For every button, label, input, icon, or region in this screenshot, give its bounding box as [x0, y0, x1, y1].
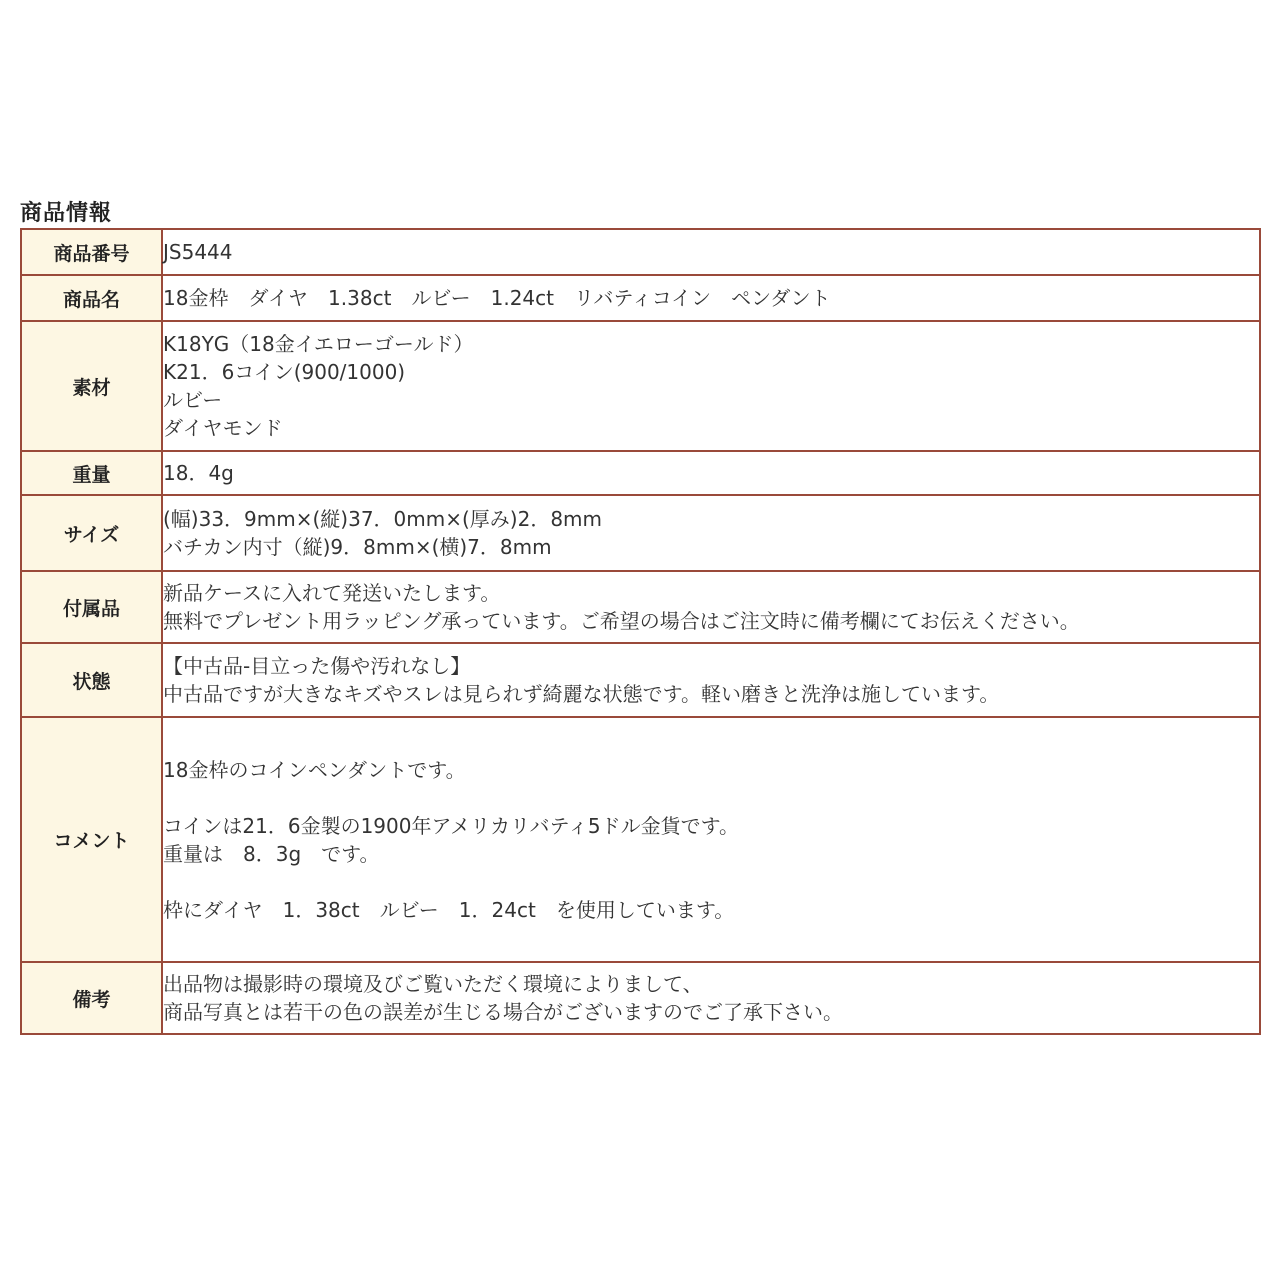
value-line: 商品写真とは若干の色の誤差が生じる場合がございますのでご了承下さい。 — [163, 1000, 843, 1024]
row-value — [162, 495, 1260, 571]
value-line: 無料でプレゼント用ラッピング承っています。ご希望の場合はご注文時に備考欄にてお伝えください。 — [163, 609, 1080, 633]
row-value — [162, 643, 1260, 717]
value-line: 18金枠 ダイヤ 1.38ct ルビー 1.24ct リバティコイン ペンダント — [163, 286, 831, 310]
row-value — [162, 717, 1260, 962]
row-value — [162, 451, 1260, 495]
value-line — [163, 784, 1259, 812]
row-condition — [21, 643, 1260, 717]
row-value — [162, 275, 1260, 321]
value-line: K21．6コイン(900/1000) — [163, 360, 406, 384]
value-line: 18．4g — [163, 461, 234, 485]
row-comment — [21, 717, 1260, 962]
row-accessories — [21, 571, 1260, 643]
product-info-table — [20, 228, 1261, 1035]
row-label: 付属品 — [21, 571, 162, 643]
row-size — [21, 495, 1260, 571]
value-line: 新品ケースに入れて発送いたします。 — [163, 581, 501, 605]
value-line: 【中古品-目立った傷や汚れなし】 — [163, 654, 471, 678]
row-notes — [21, 962, 1260, 1034]
row-value — [162, 321, 1260, 451]
row-label: サイズ — [21, 495, 162, 571]
value-line: バチカン内寸（縦)9．8mm×(横)7．8mm — [163, 535, 552, 559]
row-label: コメント — [21, 717, 162, 962]
value-line: 中古品ですが大きなキズやスレは見られず綺麗な状態です。軽い磨きと洗浄は施しています。 — [163, 682, 1000, 706]
value-line: 出品物は撮影時の環境及びご覧いただく環境によりまして、 — [163, 972, 703, 996]
section-heading: 商品情報 — [20, 201, 113, 226]
row-label: 状態 — [21, 643, 162, 717]
value-line: ダイヤモンド — [163, 416, 283, 440]
row-value — [162, 571, 1260, 643]
value-line: JS5444 — [163, 240, 233, 264]
row-label: 商品番号 — [21, 229, 162, 275]
value-line: (幅)33．9mm×(縦)37．0mm×(厚み)2．8mm — [163, 507, 603, 531]
value-line: 重量は 8．3g です。 — [163, 841, 380, 866]
row-value — [162, 962, 1260, 1034]
row-material — [21, 321, 1260, 451]
row-label: 重量 — [21, 451, 162, 495]
value-line: ルビー — [163, 388, 223, 412]
row-label: 備考 — [21, 962, 162, 1034]
value-line: K18YG（18金イエローゴールド） — [163, 332, 474, 356]
value-line — [163, 868, 1259, 896]
row-weight — [21, 451, 1260, 495]
value-line: 枠にダイヤ 1．38ct ルビー 1．24ct を使用しています。 — [163, 897, 735, 922]
value-line: 18金枠のコインペンダントです。 — [163, 757, 466, 782]
value-line: コインは21．6金製の1900年アメリカリバティ5ドル金貨です。 — [163, 813, 739, 838]
row-product-number — [21, 229, 1260, 275]
row-value — [162, 229, 1260, 275]
row-label: 商品名 — [21, 275, 162, 321]
row-label: 素材 — [21, 321, 162, 451]
row-product-name — [21, 275, 1260, 321]
